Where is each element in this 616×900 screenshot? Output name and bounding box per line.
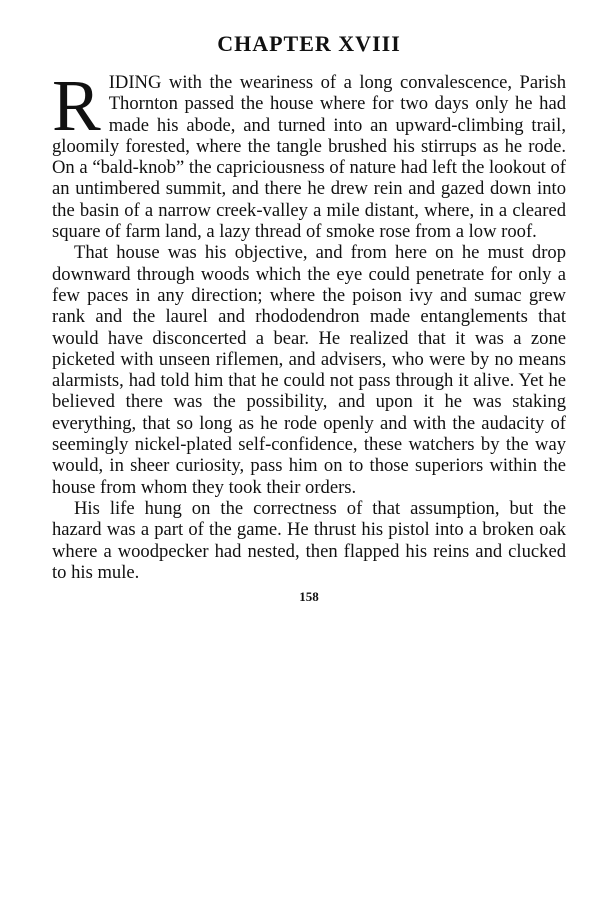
paragraph-3: [52, 498, 566, 583]
paragraph-1: [52, 65, 566, 243]
paragraph-2-text: That house was his objective, and from here on he must drop downward through woods which the eye could penetrate for only a few paces in any direction; where the poison ivy and sumac grew rank and the laurel and rhododendron made entanglements that would have disconcerted a bear. He realized that it was a zone picketed with unseen riflemen, and advisers, who were by no means alarmists, had told him that he could not pass through it alive. Yet he believed there was the possibility, and upon it he was staking everything, that so long as he rode openly and with the audacity of seemingly nickel-plated self-confidence, these watchers by the way would, in sheer curiosity, pass him on to those superiors within the house from whom they took their orders.: [52, 242, 566, 498]
drop-cap: R: [52, 65, 101, 146]
book-page: [52, 30, 566, 605]
paragraph-1-text: IDING with the weariness of a long convalescence, Parish Thornton passed the house where for two days only he had made his abode, and turned into an upward-climbing trail, gloomily forested, where the tangle brushed his stirrups as he rode. On a “bald-knob” the capriciousness of nature had left the lookout of an untimbered summit, and there he drew rein and gazed down into the basin of a narrow creek-valley a mile distant, where, in a cleared square of farm land, a lazy thread of smoke rose from a low roof.: [52, 72, 566, 243]
paragraph-3-text: His life hung on the correctness of that assumption, but the hazard was a part of the game. He thrust his pistol into a broken oak where a woodpecker had nested, then flapped his reins and clucked to his mule.: [52, 497, 566, 583]
page-number: 158: [299, 589, 319, 605]
paragraph-2: [52, 242, 566, 498]
chapter-heading: CHAPTER XVIII: [217, 31, 401, 56]
